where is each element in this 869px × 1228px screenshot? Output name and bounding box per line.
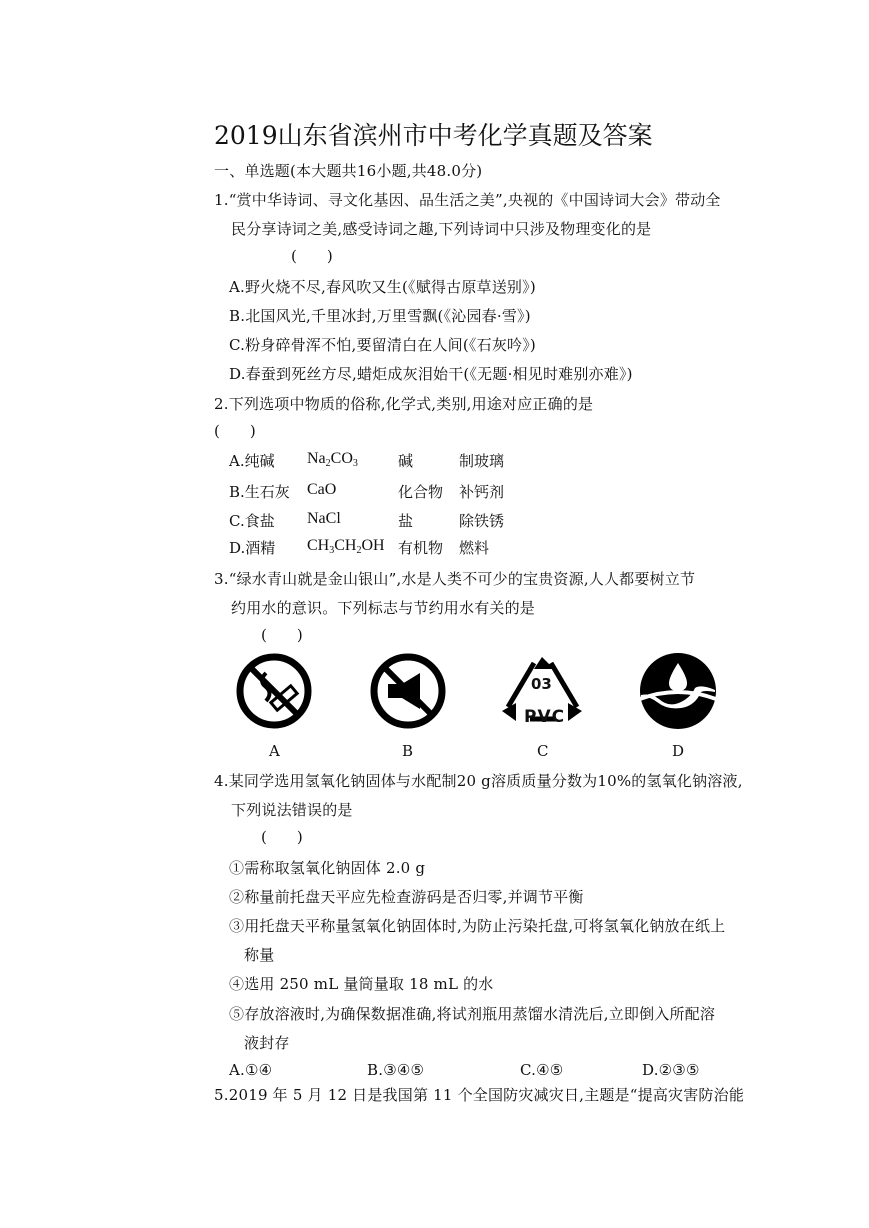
q2-row-d-label: D.酒精: [229, 539, 276, 557]
q4-item-5-cont: 液封存: [244, 1034, 290, 1052]
q2-row-a-category: 碱: [398, 452, 414, 470]
recycle-code: 03: [531, 675, 552, 693]
q4-option-b: B.③④⑤: [367, 1061, 425, 1079]
q2-row-b-use: 补钙剂: [459, 483, 505, 501]
q4-option-c: C.④⑤: [520, 1061, 564, 1079]
q2-row-b-formula: CaO: [307, 481, 337, 498]
q2-row-a-use: 制玻璃: [459, 452, 505, 470]
section-heading: 一、单选题(本大题共16小题,共48.0分): [214, 162, 483, 180]
q1-answer-blank: ( ): [291, 247, 333, 265]
q2-row-d-formula: $CH_3CH_2OH$: [307, 537, 385, 556]
q2-row-c-use: 除铁锈: [459, 512, 505, 530]
recycle-text: PVC: [524, 707, 566, 727]
q4-answer-blank: ( ): [261, 828, 303, 846]
q4-item-3-cont: 称量: [244, 946, 275, 964]
q4-item-5: ⑤存放溶液时,为确保数据准确,将试剂瓶用蒸馏水清洗后,立即倒入所配溶: [229, 1005, 716, 1023]
q5-stem-line1: 5.2019 年 5 月 12 日是我国第 11 个全国防灾减灾日,主题是“提高灾害防治能: [214, 1086, 745, 1104]
q3-answer-blank: ( ): [261, 626, 303, 644]
q4-option-d: D.②③⑤: [642, 1061, 700, 1079]
q4-option-a: A.①④: [229, 1061, 273, 1079]
q4-item-1: ①需称取氢氧化钠固体 2.0 g: [229, 859, 426, 877]
q1-option-a: A.野火烧不尽,春风吹又生(《赋得古原草送别》): [229, 278, 536, 296]
no-smoking-icon: [233, 653, 315, 729]
no-horn-icon: [367, 653, 449, 729]
q1-option-d: D.春蚕到死丝方尽,蜡炬成灰泪始干(《无题·相见时难别亦难》): [229, 365, 633, 383]
q3-stem-line1: 3.“绿水青山就是金山银山”,水是人类不可少的宝贵资源,人人都要树立节: [214, 570, 696, 588]
q2-row-b-label: B.生石灰: [229, 483, 290, 501]
q4-item-4: ④选用 250 mL 量筒量取 18 mL 的水: [229, 975, 494, 993]
q3-sign-a-label: A: [269, 742, 281, 760]
q4-stem-line2: 下列说法错误的是: [231, 801, 353, 819]
q2-row-d-category: 有机物: [398, 539, 444, 557]
q3-sign-d-label: D: [672, 742, 685, 760]
q1-option-b: B.北国风光,千里冰封,万里雪飘(《沁园春·雪》): [229, 307, 531, 325]
q3-stem-line2: 约用水的意识。下列标志与节约用水有关的是: [231, 599, 536, 617]
q2-row-a-label: A.纯碱: [229, 452, 275, 470]
q2-stem: 2.下列选项中物质的俗称,化学式,类别,用途对应正确的是: [214, 395, 594, 413]
page-title: 2019山东省滨州市中考化学真题及答案: [214, 121, 653, 150]
q2-row-a-formula: $Na_2CO_3$: [307, 450, 358, 469]
q4-stem-line1: 4.某同学选用氢氧化钠固体与水配制20 g溶质质量分数为10%的氢氧化钠溶液,: [214, 772, 743, 790]
q3-sign-b-label: B: [402, 742, 414, 760]
q2-row-c-category: 盐: [398, 512, 414, 530]
q2-row-b-category: 化合物: [398, 483, 444, 501]
q2-row-c-formula: NaCl: [307, 510, 341, 527]
q2-row-d-use: 燃料: [459, 539, 490, 557]
q2-row-c-label: C.食盐: [229, 512, 275, 530]
q3-sign-c-label: C: [537, 742, 549, 760]
recycle-pvc-icon: [498, 653, 588, 731]
q1-option-c: C.粉身碎骨浑不怕,要留清白在人间(《石灰吟》): [229, 336, 536, 354]
q1-stem-line2: 民分享诗词之美,感受诗词之趣,下列诗词中只涉及物理变化的是: [231, 220, 652, 238]
q4-item-2: ②称量前托盘天平应先检查游码是否归零,并调节平衡: [229, 888, 584, 906]
q4-item-3: ③用托盘天平称量氢氧化钠固体时,为防止污染托盘,可将氢氧化钠放在纸上: [229, 917, 726, 935]
q2-answer-blank: ( ): [214, 422, 256, 440]
q1-stem-line1: 1.“赏中华诗词、寻文化基因、品生活之美”,央视的《中国诗词大会》带动全: [214, 191, 721, 209]
water-saving-icon: [637, 651, 719, 731]
